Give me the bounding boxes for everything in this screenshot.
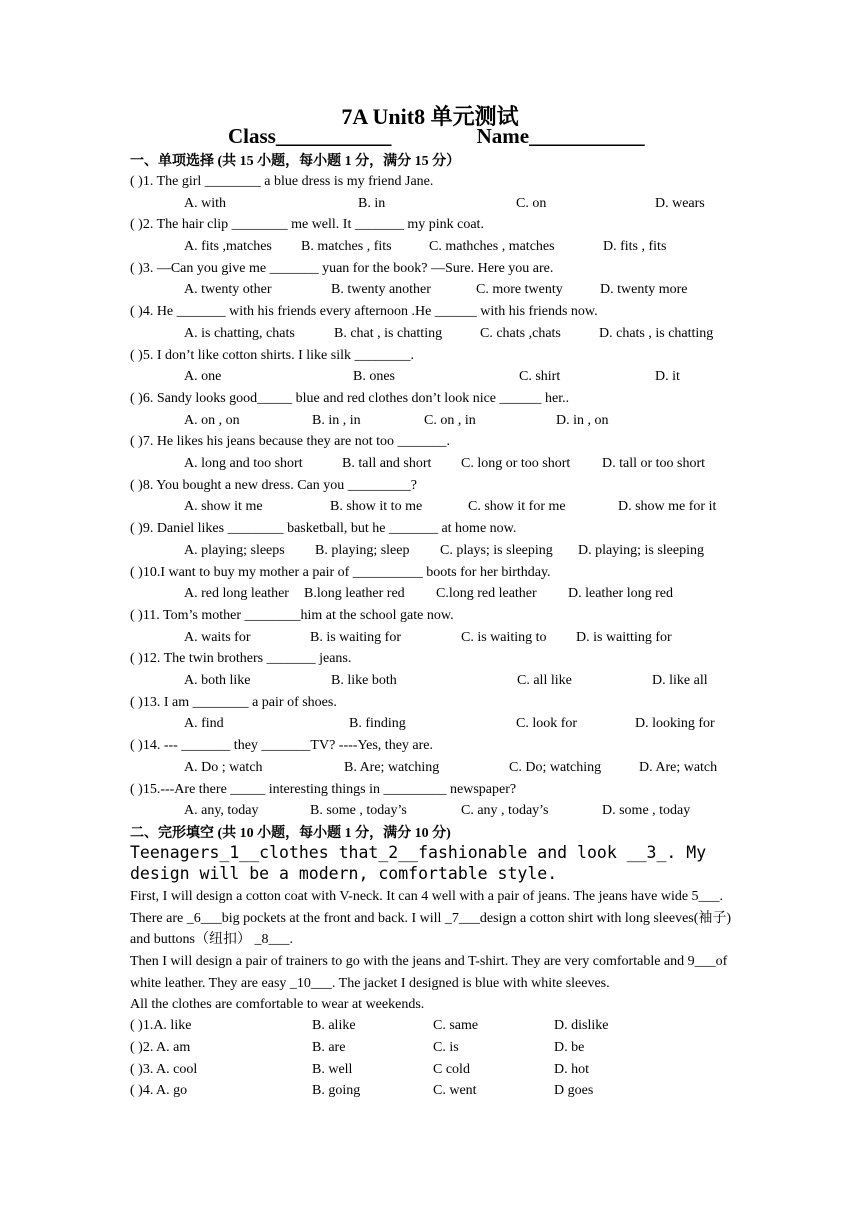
- cloze-answer-option: B. well: [312, 1061, 353, 1077]
- answer-option: B. Are; watching: [344, 759, 440, 775]
- page-title: 7A Unit8 单元测试: [341, 104, 519, 129]
- class-name-line: [228, 124, 645, 149]
- question-stem: ( )9. Daniel likes ________ basketball, but he _______ at home now.: [130, 521, 517, 537]
- answer-option: B. chat , is chatting: [334, 325, 443, 341]
- question-options: [184, 369, 744, 387]
- question-options: [184, 716, 744, 734]
- answer-option: C. more twenty: [476, 282, 563, 298]
- answer-option: C. plays; is sleeping: [440, 542, 553, 558]
- answer-option: B. twenty another: [331, 282, 431, 298]
- cloze-paragraph-1: Teenagers_1__clothes that_2__fashionable and look __3_. My design will be a modern, comfortable style.: [130, 843, 707, 883]
- answer-option: D. is waitting for: [576, 629, 672, 645]
- answer-option: D. playing; is sleeping: [578, 542, 704, 558]
- answer-option: A. both like: [184, 672, 251, 688]
- question-stem: ( )15.---Are there _____ interesting things in _________ newspaper?: [130, 781, 517, 797]
- question-options: [184, 543, 744, 561]
- name-label: Name___________: [476, 124, 645, 148]
- question-stem: ( )11. Tom’s mother ________him at the school gate now.: [130, 608, 454, 623]
- cloze-answer-option: C. is: [433, 1039, 459, 1055]
- answer-option: B. finding: [349, 716, 406, 732]
- cloze-paragraph-3: Then I will design a pair of trainers to go with the jeans and T-shirt. They are very comfortable and 9___of white leather. They are easy _10___. The jacket I designed is blue with white sleeves.: [130, 954, 728, 991]
- question-options: [184, 239, 744, 257]
- answer-option: B. in , in: [312, 412, 361, 428]
- cloze-answer-option: D. hot: [554, 1061, 589, 1077]
- answer-option: C. Do; watching: [509, 759, 602, 775]
- answer-option: B. tall and short: [342, 455, 432, 471]
- answer-option: C. any , today’s: [461, 803, 549, 819]
- answer-option: C. look for: [516, 716, 578, 732]
- answer-option: D. leather long red: [568, 586, 673, 602]
- question-stem: ( )7. He likes his jeans because they are not too _______.: [130, 434, 450, 450]
- cloze-paragraph-2: First, I will design a cotton coat with V-neck. It can 4 well with a pair of jeans. The jeans have wide 5___. There are _6___big pockets at the front and back. I will _7___design a cotton shirt with long sleeves(袖子) and buttons（纽扣） _8___.: [130, 889, 732, 947]
- answer-option: A. is chatting, chats: [184, 325, 295, 341]
- answer-option: D. looking for: [635, 716, 715, 732]
- answer-option: B. show it to me: [330, 499, 423, 515]
- answer-option: D. tall or too short: [602, 455, 706, 471]
- answer-option: A. red long leather: [184, 586, 289, 602]
- question-stem: ( )5. I don’t like cotton shirts. I like silk ________.: [130, 347, 414, 363]
- answer-option: A. long and too short: [184, 455, 303, 471]
- answer-option: D. chats , is chatting: [599, 325, 714, 341]
- answer-option: A. with: [184, 195, 226, 211]
- answer-option: B. ones: [353, 369, 395, 385]
- answer-option: B.long leather red: [304, 586, 405, 602]
- question-options: [184, 673, 744, 691]
- section2-heading: 二、完形填空 (共 10 小题，每小题 1 分，满分 10 分): [130, 826, 451, 841]
- question-stem: ( )4. He _______ with his friends every afternoon .He ______ with his friends now.: [130, 304, 598, 320]
- answer-option: C. is waiting to: [461, 629, 547, 645]
- cloze-question-stem: ( )4. A. go: [130, 1083, 188, 1099]
- question-options: [184, 413, 744, 431]
- answer-option: A. on , on: [184, 412, 240, 428]
- cloze-question-stem: ( )3. A. cool: [130, 1061, 198, 1077]
- answer-option: A. show it me: [184, 499, 263, 515]
- cloze-answer-option: D. dislike: [554, 1018, 609, 1033]
- answer-option: A. waits for: [184, 629, 251, 645]
- answer-option: A. Do ; watch: [184, 759, 263, 775]
- answer-option: B. matches , fits: [301, 238, 392, 254]
- question-options: [184, 760, 744, 778]
- answer-option: D. wears: [655, 195, 705, 211]
- answer-option: D. show me for it: [618, 499, 717, 515]
- cloze-question-stem: ( )1.A. like: [130, 1018, 192, 1033]
- answer-option: C. all like: [517, 672, 572, 688]
- cloze-question-stem: ( )2. A. am: [130, 1039, 191, 1055]
- answer-option: C. show it for me: [468, 499, 566, 515]
- answer-option: B. playing; sleep: [315, 542, 410, 558]
- question-stem: ( )10.I want to buy my mother a pair of __________ boots for her birthday.: [130, 564, 551, 580]
- section1-heading: 一、单项选择 (共 15 小题，每小题 1 分，满分 15 分）: [130, 154, 461, 169]
- answer-option: C. on , in: [424, 412, 476, 428]
- answer-option: B. some , today’s: [310, 803, 407, 819]
- cloze-answer-option: B. going: [312, 1083, 361, 1099]
- answer-option: D. it: [655, 369, 680, 385]
- answer-option: C.long red leather: [436, 586, 537, 602]
- cloze-answer-option: C. same: [433, 1018, 479, 1033]
- answer-option: A. twenty other: [184, 282, 272, 298]
- cloze-answer-option: C. went: [433, 1083, 477, 1099]
- cloze-answer-option: C cold: [433, 1061, 470, 1077]
- answer-option: C. chats ,chats: [480, 325, 561, 341]
- answer-option: D. Are; watch: [639, 759, 718, 775]
- question-stem: ( )13. I am ________ a pair of shoes.: [130, 694, 337, 710]
- question-stem: ( )8. You bought a new dress. Can you _________?: [130, 477, 417, 493]
- answer-option: D. like all: [652, 672, 708, 688]
- cloze-answer-option: D goes: [554, 1083, 594, 1099]
- question-stem: ( )2. The hair clip ________ me well. It _______ my pink coat.: [130, 217, 484, 233]
- class-label: Class___________: [228, 124, 392, 148]
- question-stem: ( )6. Sandy looks good_____ blue and red clothes don’t look nice ______ her..: [130, 391, 570, 406]
- answer-option: D. fits , fits: [603, 238, 667, 254]
- cloze-answer-option: B. alike: [312, 1018, 356, 1033]
- answer-option: B. is waiting for: [310, 629, 401, 645]
- answer-option: D. some , today: [602, 803, 691, 819]
- question-options: [184, 630, 744, 648]
- question-options: [184, 586, 744, 604]
- answer-option: B. like both: [331, 672, 397, 688]
- answer-option: C. on: [516, 195, 547, 211]
- answer-option: D. twenty more: [600, 282, 688, 298]
- question-options: [184, 196, 744, 214]
- question-stem: ( )14. --- _______ they _______TV? ----Yes, they are.: [130, 738, 434, 754]
- cloze-paragraph-4: All the clothes are comfortable to wear at weekends.: [130, 997, 425, 1012]
- question-stem: ( )1. The girl ________ a blue dress is my friend Jane.: [130, 174, 434, 189]
- question-options: [184, 456, 744, 474]
- answer-option: B. in: [358, 195, 386, 211]
- answer-option: A. one: [184, 369, 222, 385]
- answer-option: C. long or too short: [461, 455, 571, 471]
- question-options: [184, 326, 744, 344]
- answer-option: D. in , on: [556, 412, 609, 428]
- question-stem: ( )12. The twin brothers _______ jeans.: [130, 651, 352, 667]
- cloze-answer-option: B. are: [312, 1039, 346, 1055]
- question-options: [184, 499, 744, 517]
- answer-option: A. any, today: [184, 803, 259, 819]
- question-stem: ( )3. —Can you give me _______ yuan for the book? —Sure. Here you are.: [130, 260, 554, 276]
- question-options: [184, 282, 744, 300]
- cloze-answer-option: D. be: [554, 1039, 585, 1055]
- answer-option: A. fits ,matches: [184, 238, 272, 254]
- answer-option: A. find: [184, 716, 224, 732]
- question-options: [184, 803, 744, 821]
- answer-option: A. playing; sleeps: [184, 542, 285, 558]
- answer-option: C. shirt: [519, 369, 561, 385]
- answer-option: C. mathches , matches: [429, 238, 555, 254]
